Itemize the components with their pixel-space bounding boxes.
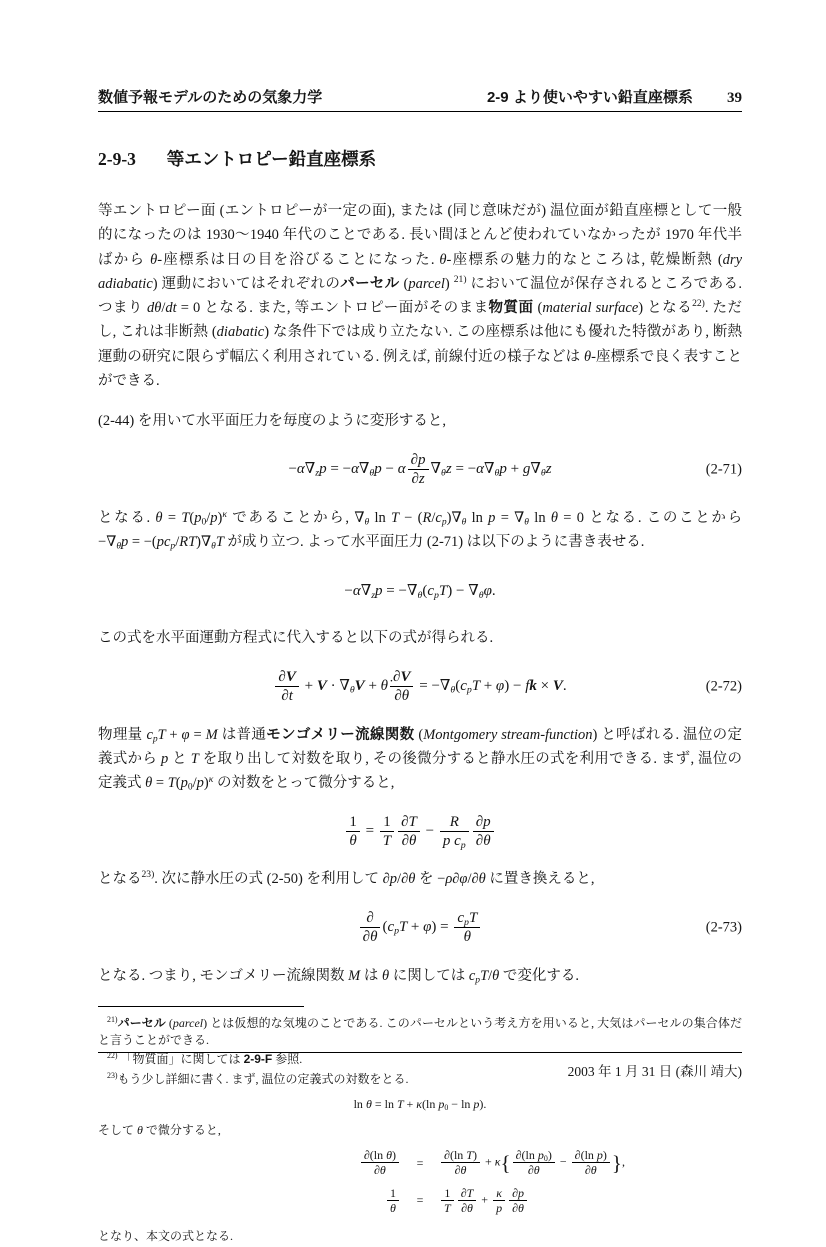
equation-2-71-body: $-\alpha\nabla_zp = -\alpha\nabla_\theta p - \alpha$ $\frac{\partial p}{\partial z}$ $\nabla_\theta z = -\alpha\nabla_\theta p + g\nabla_\theta z$ (288, 452, 552, 488)
brace: { (500, 1150, 511, 1175)
inline-math: $c_pT/\theta$ (468, 967, 500, 986)
equation-unnumbered-1-body: $-\alpha\nabla_zp = -\nabla_\theta(c_pT) - \nabla_\theta\varphi$. (344, 582, 496, 601)
equation-2-73-body: $\frac{\partial}{\partial\theta}$ $(c_pT + \varphi)$ = $\frac{c_pT}{\theta}$ (358, 909, 483, 946)
inline-math: θ (137, 1122, 143, 1137)
fraction: $\frac{c_pT}{\theta}$ (454, 909, 480, 946)
equation-tag-2-71: (2-71) (705, 461, 742, 478)
page-number: 39 (727, 90, 742, 106)
footnote-rule (98, 1006, 304, 1007)
roman: ln (534, 509, 546, 526)
equation-unnumbered-2 (98, 811, 742, 851)
header-book-title: 数値予報モデルのための気象力学 (98, 89, 323, 106)
footnote-23-continued: そして θ で微分すると, (98, 1122, 221, 1137)
body-paragraph-3: となる. $\theta = T(p_0/p)^\kappa$ であることから, $\nabla_\theta$ $\ln T - (R/c_p)\nabla_\theta$ $\ln p = \nabla_\theta$ ln θ = 0 となる. このことから $-\nabla_\theta p = -(pc_p/RT)\nabla_\theta T$ が成り立つ. よって水平面圧力 (2-71) は以下のように書き表せる. (98, 508, 743, 552)
fraction: $\frac{\partial p}{\partial\theta}$ (473, 813, 494, 850)
roman: ln (525, 1148, 535, 1163)
footnote-marker: 21) (107, 1015, 118, 1025)
footnote-aligned-equations (98, 1148, 742, 1216)
inline-math: θ (150, 251, 158, 268)
latin-term: Montgomery stream-function (423, 726, 593, 743)
body-paragraph-2: (2-44) を用いて水平面圧力を毎度のように変形すると, (98, 413, 446, 430)
inline-math: θ (439, 251, 447, 268)
fraction: $\frac{\partial T}{\partial\theta}$ (398, 813, 420, 850)
fraction: $\frac{\text{∂(ln T)}}{\partial\theta}$ (441, 1148, 480, 1178)
vector: V (400, 669, 411, 686)
inline-math: $\theta = T(p_0/p)^\kappa$ (155, 508, 227, 528)
vector: k (529, 678, 537, 694)
latin-term: material surface (542, 300, 639, 317)
roman: ln (425, 1097, 436, 1112)
inline-math: ∂p/∂θ (382, 871, 416, 888)
bold-term: モンゴメリー流線関数 (266, 726, 415, 743)
footnote-equation-row-2: $\frac{1}{\theta}$ = $\frac{1}{T}$ $\frac{\partial T}{\partial\theta}$ + $\frac{\kappa}{p}$ $\frac{\partial p}{\partial\theta}$ (185, 1186, 655, 1216)
latin-term: diabatic (216, 324, 265, 341)
fraction: $\frac{\partial p}{\partial z}$ (408, 451, 429, 488)
equation-2-71 (98, 450, 742, 490)
bold-term: 物質面 (488, 300, 534, 317)
body-paragraph-1: 等エントロピー面 (エントロピーが一定の面), または (同じ意味だが) 温位面が鉛直座標として一般的になったのは 1930〜1940 年代のことである. 長い間ほとんど使われていなかったが 1970 年代半ばから θ-座標系は日の目を浴びることになった. θ-座標系の魅力的なところは, 乾燥断熱 (dry adiabatic) 運動においてはそれぞれのパーセル (parcel) $^{21)}$ において温位が保存されるところである. つまり dθ/dt = 0 となる. また, 等エントロピー面がそのまま物質面 (material surface) となる$^{22)}$. ただし, これは非断熱 (diabatic) な条件下では成り立たない. この座標系は他にも優れた特徴があり, 断熱運動の研究に限らず幅広く利用されている. 例えば, 前線付近の様子などは θ-座標系で良く表すことができる. (98, 203, 743, 390)
fraction: $\frac{\partial V}{\partial\theta}$ (390, 668, 413, 705)
latin-term: dry adiabatic (98, 251, 743, 292)
fraction: $\frac{\partial(\ln p_0)}{\partial\theta}$ (513, 1148, 555, 1178)
footnote-area (98, 1006, 742, 1244)
fraction: $\frac{1}{T}$ (441, 1186, 454, 1216)
roman: ln (384, 1097, 394, 1112)
inline-math: T (190, 750, 199, 767)
inline-math: $-\nabla_\theta p = -(pc_p/RT)\nabla_\theta T$ (98, 533, 224, 552)
inline-math: dθ/dt = 0 (146, 300, 201, 317)
body-paragraph-5: 物理量 $c_pT + \varphi = M$ は普通モンゴメリー流線関数 (Montgomery stream-function) と呼ばれる. 温位の定義式から p と T を取り出して対数を取り, その後微分すると静水圧の式を利用できる. まず, 温位の定義式 $\theta = T(p_0/p)^\kappa$ の対数をとって微分すると, (98, 726, 743, 793)
fraction: $\frac{\text{∂(ln θ)}}{\partial\theta}$ (361, 1148, 399, 1178)
vector: V (354, 678, 365, 694)
footnote-marker: 21) (453, 274, 467, 286)
roman: ln (461, 1097, 471, 1112)
equation-2-72-body: $\frac{\partial V}{\partial t}$ + $V \cdot \nabla_\theta V$ + θ̇ $\frac{\partial V}{\partial\theta}$ = $-\nabla_\theta(c_pT + \varphi)$ − fk × V. (273, 668, 566, 705)
fraction: $\frac{\partial V}{\partial t}$ (275, 668, 298, 705)
roman: ln (353, 1097, 363, 1112)
footnote-equation-row-1: $\frac{\text{∂(ln θ)}}{\partial\theta}$ = $\frac{\text{∂(ln T)}}{\partial\theta}$ + κ{ $\frac{\partial(\ln p_0)}{\partial\theta}$ − $\frac{\text{∂(ln p)}}{\partial\theta}$ }, (185, 1148, 655, 1178)
header-section-title: 2-9 より使いやすい鉛直座標系 (486, 89, 693, 106)
brace: } (611, 1150, 622, 1175)
roman: ln (471, 509, 483, 526)
equation-unnumbered-2-body: $\frac{1}{\theta}$ = $\frac{1}{T}$ $\frac{\partial T}{\partial\theta}$ − $\frac{R}{p c_p}$ $\frac{\partial p}{\partial\theta}$ (344, 813, 495, 850)
inline-math: M (348, 967, 361, 984)
body-paragraph-6: となる$^{23)}$. 次に静水圧の式 (2-50) を利用して ∂p/∂θ を −ρ∂φ/∂θ に置き換えると, (98, 869, 595, 888)
inline-math: $\nabla_\theta$ $\ln T - (R/c_p)\nabla_\theta$ $\ln p = \nabla_\theta$ ln θ = 0 (354, 509, 585, 528)
footnote-marker: 22) (692, 298, 705, 310)
footnote-marker: 23) (107, 1070, 118, 1080)
latin-term: parcel (408, 275, 445, 292)
inline-math: θ (583, 348, 592, 365)
roman: ln (374, 509, 386, 526)
inline-math: p (160, 750, 169, 767)
inline-math: −ρ∂φ/∂θ (437, 871, 486, 888)
vector: V (285, 669, 296, 686)
footnote-22: $^{22)}$ 「物質面」に関しては 2-9-F 参照. (107, 1051, 303, 1067)
fraction: $\frac{\text{∂(ln p)}}{\partial\theta}$ (572, 1148, 610, 1178)
footnote-equation-log-theta: ln θ = ln T + κ(ln $p_0 - \ln p$). (353, 1097, 487, 1113)
inline-math: $c_pT + \varphi = M$ (146, 726, 218, 745)
body-paragraph-7: となる. つまり, モンゴメリー流線関数 M は θ に関しては $c_pT/\theta$ で変化する. (98, 967, 580, 986)
bold-term: パーセル (340, 275, 400, 292)
section-heading (98, 146, 742, 171)
roman: ln (373, 1148, 384, 1163)
footnote-21: $^{21)}$パーセル (parcel) とは仮想的な気塊のことである. このパーセルという考え方を用いると, 大気はパーセルの集合体だと言うことができる. (98, 1015, 742, 1047)
footer-date: 2003 年 1 月 31 日 (森川 靖大) (567, 1064, 742, 1079)
equation-tag-2-72: (2-72) (705, 678, 742, 695)
fraction: $\frac{\partial T}{\partial\theta}$ (458, 1186, 477, 1216)
header-rule (98, 111, 742, 112)
section-title: 等エントロピー鉛直座標系 (166, 149, 377, 169)
inline-math: $\theta = T(p_0/p)^\kappa$ (145, 773, 214, 793)
fraction: $\frac{1}{T}$ (380, 813, 394, 850)
fraction: $\frac{\partial p}{\partial\theta}$ (509, 1186, 527, 1216)
inline-math: θ (381, 967, 390, 984)
equation-2-73 (98, 908, 742, 948)
roman: ln (453, 1148, 464, 1163)
footnote-marker: 23) (141, 869, 155, 881)
header-section-ref (487, 86, 742, 107)
vector: V (552, 678, 563, 694)
footer-rule (98, 1052, 742, 1053)
bold-term: パーセル (117, 1016, 166, 1031)
fraction: $\frac{\partial}{\partial\theta}$ (360, 909, 381, 946)
page-footer (98, 1052, 742, 1080)
bold-term: 2-9-F (243, 1052, 273, 1067)
equation-tag-2-73: (2-73) (705, 919, 742, 936)
footnote-marker: 22) (107, 1051, 118, 1061)
latin-term: parcel (172, 1016, 204, 1031)
section-number: 2-9-3 (98, 149, 136, 169)
footnote-23: $^{23)}$もう少し詳細に書く. まず, 温位の定義式の対数をとる. (107, 1070, 409, 1086)
fraction: $\frac{1}{\theta}$ (387, 1186, 399, 1216)
body-paragraph-4: この式を水平面運動方程式に代入すると以下の式が得られる. (98, 630, 494, 647)
page-header (98, 86, 742, 107)
roman: ln (584, 1148, 594, 1163)
footnote-23-conclusion: となり、本文の式となる. (98, 1228, 234, 1243)
equation-2-72 (98, 667, 742, 707)
vector: V (316, 678, 327, 694)
equation-unnumbered-1 (98, 570, 742, 610)
fraction: $\frac{1}{\theta}$ (346, 813, 360, 850)
fraction: $\frac{\kappa}{p}$ (493, 1186, 505, 1216)
fraction: $\frac{R}{p c_p}$ (440, 813, 469, 850)
